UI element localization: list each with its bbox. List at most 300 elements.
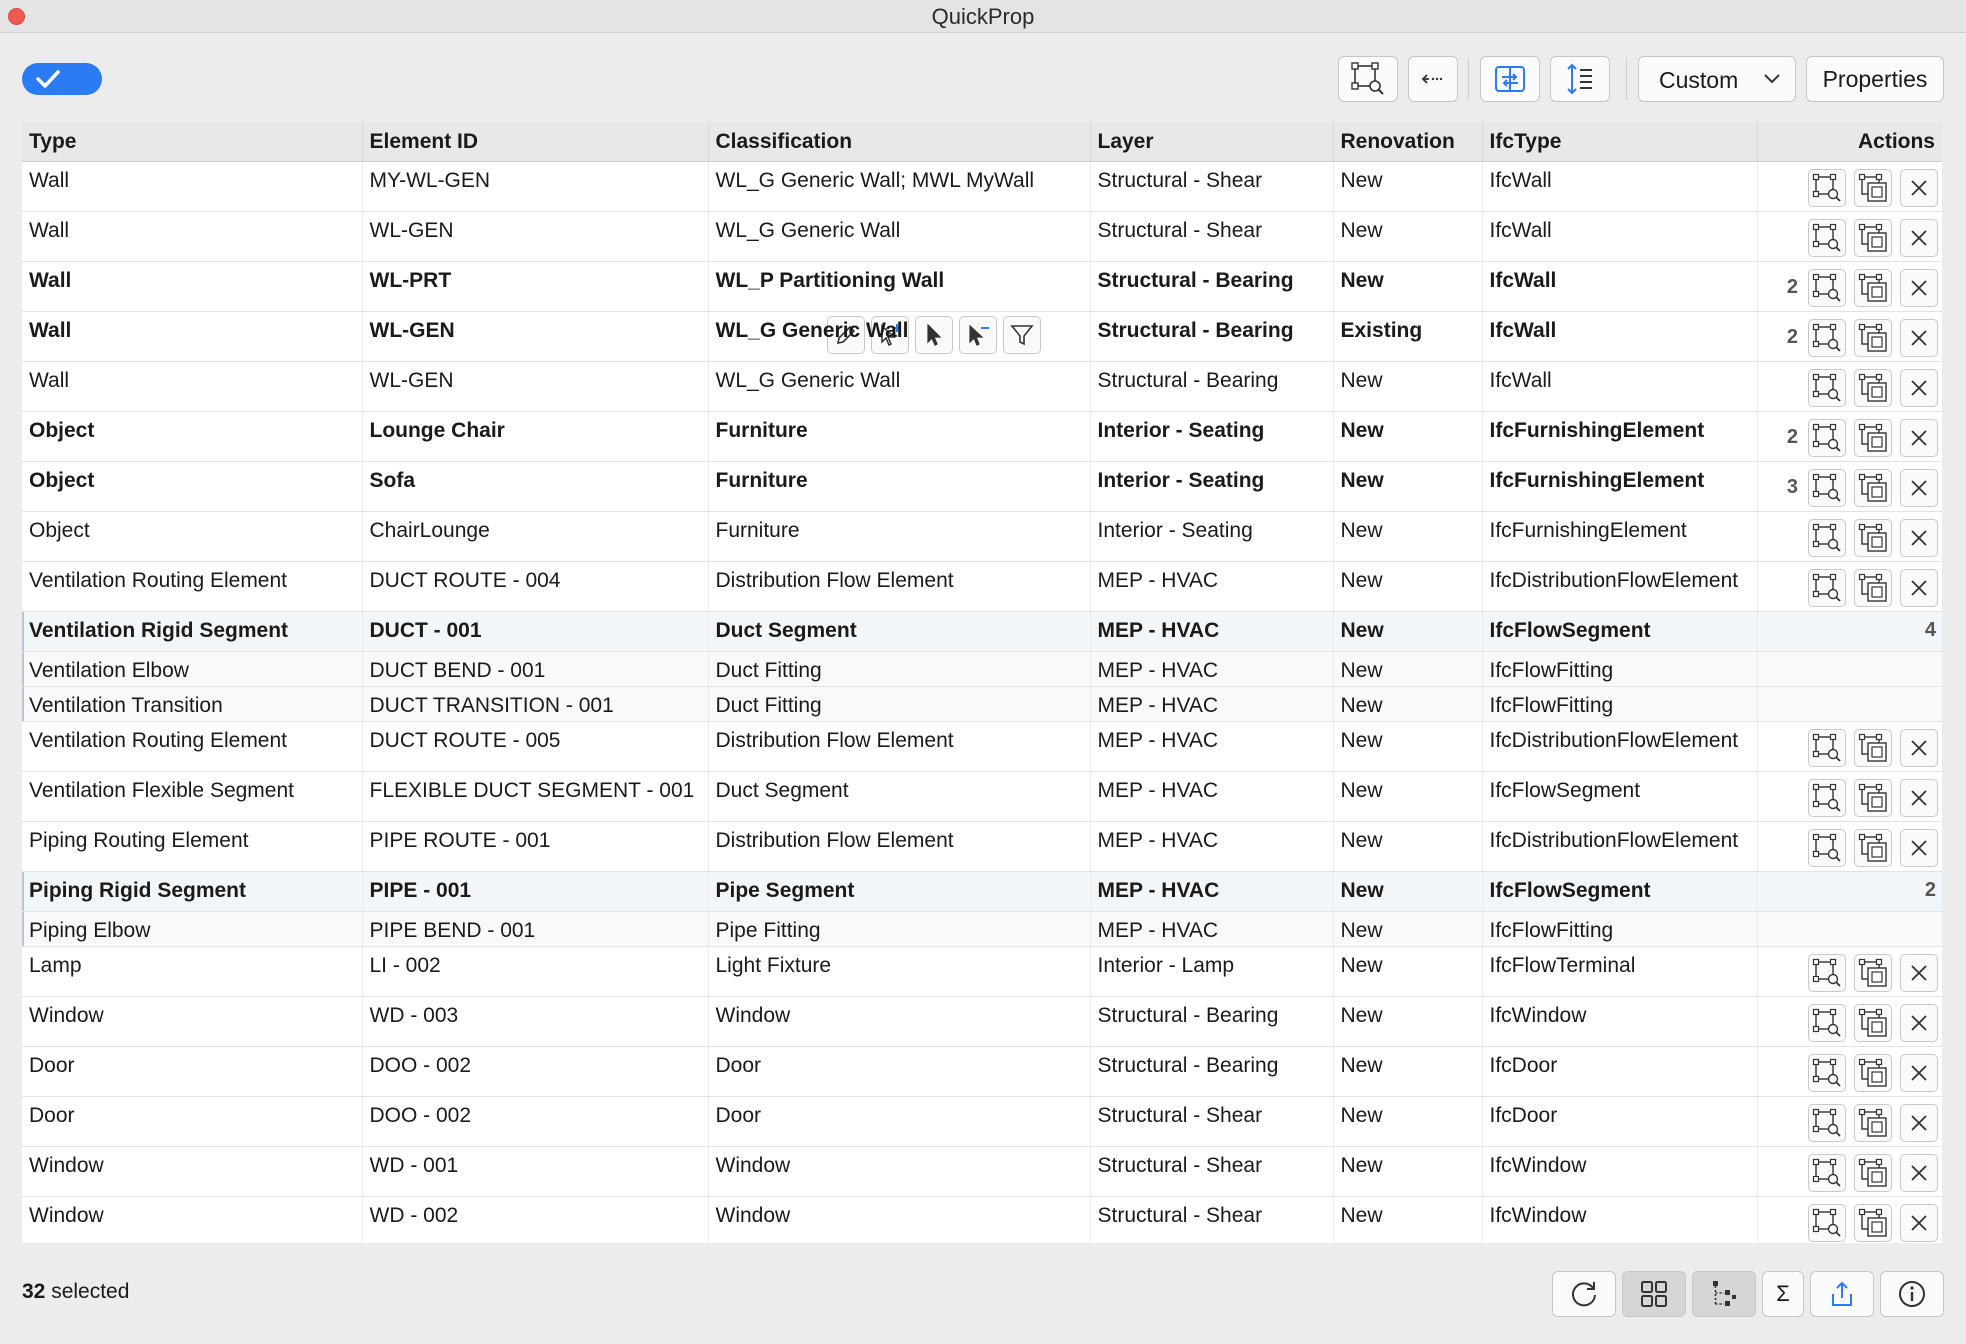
renovation-cell	[1333, 311, 1482, 361]
table-row[interactable]	[22, 946, 1942, 996]
actions-cell	[1757, 686, 1942, 721]
cell-text: Ventilation Transition	[29, 693, 223, 717]
type-cell	[22, 1146, 362, 1196]
ifctype-cell	[1482, 651, 1757, 686]
zoom-to-element-button[interactable]	[1808, 829, 1846, 867]
select-elements-icon	[1858, 423, 1888, 453]
remove-row-button[interactable]	[1900, 569, 1938, 607]
table-row[interactable]	[22, 161, 1942, 211]
zoom-to-selection-button[interactable]	[1338, 56, 1398, 102]
cell-text: ChairLounge	[369, 518, 490, 542]
refresh-icon	[1569, 1279, 1599, 1309]
renovation-cell	[1333, 561, 1482, 611]
renovation-cell	[1333, 461, 1482, 511]
element-id-cell	[362, 1146, 708, 1196]
cell-text: IfcWall	[1489, 168, 1552, 192]
cell-text: DUCT - 001	[369, 618, 482, 642]
classification-cell	[708, 511, 1090, 561]
zoom-to-element-button[interactable]	[1808, 169, 1846, 207]
cell-text: IfcWindow	[1489, 1153, 1587, 1177]
renovation-cell	[1333, 996, 1482, 1046]
table-header	[22, 123, 1942, 161]
element-id-cell	[362, 686, 708, 721]
cell-text: IfcWall	[1489, 268, 1557, 292]
select-element-button[interactable]	[1854, 779, 1892, 817]
cell-text: Structural - Shear	[1097, 168, 1263, 192]
cell-text: IfcDoor	[1489, 1103, 1558, 1127]
layer-cell	[1090, 911, 1333, 946]
export-button[interactable]	[1810, 1271, 1874, 1317]
type-cell	[22, 911, 362, 946]
cell-text: Door	[715, 1103, 762, 1127]
select-elements-icon	[1858, 523, 1888, 553]
cell-text: Window	[29, 1003, 104, 1027]
zoom-to-element-button[interactable]	[1808, 1054, 1846, 1092]
actions-cell	[1757, 211, 1942, 261]
select-element-button[interactable]	[1854, 219, 1892, 257]
select-element-button[interactable]	[1854, 829, 1892, 867]
type-cell	[22, 651, 362, 686]
type-cell	[22, 771, 362, 821]
zoom-to-element-button[interactable]	[1808, 1004, 1846, 1042]
select-elements-icon	[1858, 323, 1888, 353]
info-button[interactable]	[1880, 1271, 1944, 1317]
cell-text: IfcWindow	[1489, 1003, 1587, 1027]
type-cell	[22, 361, 362, 411]
cell-text: Window	[715, 1153, 791, 1177]
column-header-classification[interactable]: Classification	[708, 123, 1090, 161]
classification-cell	[708, 561, 1090, 611]
table-row[interactable]	[22, 1046, 1942, 1096]
layer-cell	[1090, 1046, 1333, 1096]
close-icon	[1909, 1063, 1929, 1083]
classification-cell	[708, 1196, 1090, 1243]
zoom-selection-icon	[1351, 62, 1385, 96]
select-element-button[interactable]	[1854, 269, 1892, 307]
share-icon	[1828, 1280, 1856, 1308]
table-row[interactable]	[22, 651, 1942, 686]
cell-text: MEP - HVAC	[1097, 828, 1219, 852]
remove-row-button[interactable]	[1900, 469, 1938, 507]
zoom-to-element-button[interactable]	[1808, 569, 1846, 607]
column-header-ifctype[interactable]: IfcType	[1482, 123, 1757, 161]
remove-row-button[interactable]	[1900, 519, 1938, 557]
element-id-cell	[362, 611, 708, 651]
zoom-selection-icon	[1812, 273, 1842, 303]
cell-text: WD - 002	[369, 1203, 459, 1227]
ifctype-cell	[1482, 821, 1757, 871]
remove-row-button[interactable]	[1900, 954, 1938, 992]
zoom-selection-icon	[1812, 1108, 1842, 1138]
cell-text: Object	[29, 518, 90, 542]
cell-text: New	[1340, 168, 1383, 192]
select-element-button[interactable]	[1854, 419, 1892, 457]
collapse-left-button[interactable]	[1408, 56, 1458, 102]
classification-cell	[708, 871, 1090, 911]
classification-cell	[708, 721, 1090, 771]
cell-text: Distribution Flow Element	[715, 568, 954, 592]
cell-text: MEP - HVAC	[1097, 618, 1220, 642]
row-actions	[1798, 169, 1938, 207]
ifctype-cell	[1482, 411, 1757, 461]
cell-text: MEP - HVAC	[1097, 568, 1219, 592]
remove-row-button[interactable]	[1900, 269, 1938, 307]
classification-cell	[708, 651, 1090, 686]
close-icon	[1909, 278, 1929, 298]
table-row[interactable]	[22, 211, 1942, 261]
cell-text: IfcFurnishingElement	[1489, 418, 1705, 442]
column-header-actions: Actions	[1757, 123, 1942, 161]
classification-cell	[708, 996, 1090, 1046]
table-row[interactable]	[22, 411, 1942, 461]
element-id-cell	[362, 651, 708, 686]
view-mode-dropdown[interactable]	[1638, 56, 1796, 102]
sum-button[interactable]	[1762, 1271, 1804, 1317]
remove-row-button[interactable]	[1900, 1154, 1938, 1192]
cell-text: Piping Elbow	[29, 918, 151, 942]
classification-cell	[708, 611, 1090, 651]
ifctype-cell	[1482, 311, 1757, 361]
remove-row-button[interactable]	[1900, 729, 1938, 767]
cell-text: IfcDoor	[1489, 1053, 1558, 1077]
zoom-selection-icon	[1812, 958, 1842, 988]
zoom-selection-icon	[1812, 733, 1842, 763]
table-row[interactable]	[22, 996, 1942, 1046]
zoom-selection-icon	[1812, 833, 1842, 863]
properties-table	[22, 123, 1942, 1243]
select-elements-icon	[1858, 783, 1888, 813]
ifctype-cell	[1482, 461, 1757, 511]
cell-text: Furniture	[715, 518, 800, 542]
actions-cell	[1757, 1196, 1942, 1243]
select-element-button[interactable]	[1854, 369, 1892, 407]
select-element-button[interactable]	[1854, 1004, 1892, 1042]
cell-text: New	[1340, 568, 1383, 592]
ifctype-cell	[1482, 511, 1757, 561]
row-actions	[1798, 519, 1938, 557]
classification-cell	[708, 161, 1090, 211]
cell-text: Structural - Bearing	[1097, 268, 1294, 292]
remove-row-button[interactable]	[1900, 319, 1938, 357]
table-row[interactable]	[22, 511, 1942, 561]
ifctype-cell	[1482, 721, 1757, 771]
sync-selection-button[interactable]	[1480, 56, 1540, 102]
cell-text: WL_G Generic Wall	[715, 218, 901, 242]
select-elements-icon	[1858, 573, 1888, 603]
table-row[interactable]	[22, 686, 1942, 721]
cell-text: Interior - Seating	[1097, 518, 1253, 542]
type-cell	[22, 686, 362, 721]
renovation-cell	[1333, 161, 1482, 211]
table-row[interactable]	[22, 1096, 1942, 1146]
close-icon	[1909, 1013, 1929, 1033]
zoom-to-element-button[interactable]	[1808, 369, 1846, 407]
element-id-cell	[362, 461, 708, 511]
type-cell	[22, 946, 362, 996]
zoom-selection-icon	[1812, 1208, 1842, 1238]
cell-text: Lamp	[29, 953, 82, 977]
row-actions	[1798, 1104, 1938, 1142]
cell-text: WL_G Generic Wall	[715, 368, 901, 392]
table-row[interactable]	[22, 1196, 1942, 1243]
remove-row-button[interactable]	[1900, 829, 1938, 867]
actions-cell	[1757, 821, 1942, 871]
cell-text: PIPE BEND - 001	[369, 918, 536, 942]
select-element-button[interactable]	[1854, 954, 1892, 992]
cell-text: IfcFlowSegment	[1489, 878, 1651, 902]
actions-cell	[1757, 871, 1942, 911]
selected-label: selected	[45, 1280, 130, 1303]
select-element-button[interactable]	[1854, 729, 1892, 767]
cell-text: Ventilation Elbow	[29, 658, 189, 682]
table-row[interactable]	[22, 721, 1942, 771]
table-row[interactable]	[22, 821, 1942, 871]
cell-text: Door	[29, 1103, 75, 1127]
layer-cell	[1090, 721, 1333, 771]
table-row[interactable]	[22, 261, 1942, 311]
view-mode-value: Custom	[1659, 67, 1739, 93]
column-header-type[interactable]: Type	[22, 123, 362, 161]
zoom-to-element-button[interactable]	[1808, 519, 1846, 557]
cell-text: New	[1340, 618, 1384, 642]
element-id-cell	[362, 161, 708, 211]
renovation-cell	[1333, 1096, 1482, 1146]
actions-cell	[1757, 1096, 1942, 1146]
zoom-to-element-button[interactable]	[1808, 269, 1846, 307]
cell-text: Duct Fitting	[715, 658, 822, 682]
zoom-selection-icon	[1812, 173, 1842, 203]
table-row[interactable]	[22, 611, 1942, 651]
element-id-cell	[362, 771, 708, 821]
remove-row-button[interactable]	[1900, 1204, 1938, 1242]
actions-cell	[1757, 511, 1942, 561]
cell-text: Sofa	[369, 468, 416, 492]
remove-row-button[interactable]	[1900, 219, 1938, 257]
enable-toggle[interactable]	[22, 63, 102, 95]
zoom-selection-icon	[1812, 223, 1842, 253]
classification-cell	[708, 1096, 1090, 1146]
grid-view-button[interactable]	[1622, 1271, 1686, 1317]
zoom-to-element-button[interactable]	[1808, 1104, 1846, 1142]
group-count: 2	[1924, 878, 1936, 901]
cell-text: WL-GEN	[369, 318, 455, 342]
ifctype-cell	[1482, 1096, 1757, 1146]
cell-text: Existing	[1340, 318, 1423, 342]
checkmark-icon	[34, 68, 62, 90]
zoom-to-element-button[interactable]	[1808, 319, 1846, 357]
table-row[interactable]	[22, 911, 1942, 946]
cell-text: New	[1340, 518, 1383, 542]
cell-text: WD - 003	[369, 1003, 459, 1027]
remove-row-button[interactable]	[1900, 169, 1938, 207]
table-row[interactable]	[22, 461, 1942, 511]
close-icon	[1909, 963, 1929, 983]
renovation-cell	[1333, 361, 1482, 411]
cell-text: IfcWindow	[1489, 1203, 1587, 1227]
title-bar	[0, 0, 1966, 33]
table-row[interactable]	[22, 311, 1942, 361]
type-cell	[22, 721, 362, 771]
classification-cell	[708, 911, 1090, 946]
remove-row-button[interactable]	[1900, 1054, 1938, 1092]
cell-text: Distribution Flow Element	[715, 728, 954, 752]
zoom-to-element-button[interactable]	[1808, 954, 1846, 992]
select-element-button[interactable]	[1854, 469, 1892, 507]
renovation-cell	[1333, 686, 1482, 721]
zoom-to-element-button[interactable]	[1808, 469, 1846, 507]
cell-text: DUCT ROUTE - 005	[369, 728, 561, 752]
zoom-to-element-button[interactable]	[1808, 219, 1846, 257]
actions-cell	[1757, 461, 1942, 511]
close-icon	[1909, 528, 1929, 548]
cell-text: Door	[715, 1053, 762, 1077]
classification-cell	[708, 311, 1090, 361]
classification-cell	[708, 821, 1090, 871]
close-icon	[1909, 328, 1929, 348]
ifctype-cell	[1482, 261, 1757, 311]
zoom-to-element-button[interactable]	[1808, 1154, 1846, 1192]
cell-text: DOO - 002	[369, 1053, 472, 1077]
layer-cell	[1090, 511, 1333, 561]
close-icon	[1909, 478, 1929, 498]
cell-text: Structural - Bearing	[1097, 1003, 1279, 1027]
cell-text: Ventilation Routing Element	[29, 728, 287, 752]
select-element-button[interactable]	[1854, 1054, 1892, 1092]
layer-cell	[1090, 871, 1333, 911]
type-cell	[22, 611, 362, 651]
ifctype-cell	[1482, 871, 1757, 911]
ifctype-cell	[1482, 561, 1757, 611]
type-cell	[22, 996, 362, 1046]
cell-text: MEP - HVAC	[1097, 693, 1219, 717]
cell-text: IfcFlowTerminal	[1489, 953, 1636, 977]
remove-row-button[interactable]	[1900, 779, 1938, 817]
remove-row-button[interactable]	[1900, 369, 1938, 407]
select-element-button[interactable]	[1854, 1204, 1892, 1242]
cell-text: Pipe Fitting	[715, 918, 821, 942]
duplicate-count: 2	[1786, 276, 1798, 298]
renovation-cell	[1333, 1046, 1482, 1096]
cell-text: IfcFlowFitting	[1489, 693, 1614, 717]
zoom-to-element-button[interactable]	[1808, 779, 1846, 817]
ifctype-cell	[1482, 996, 1757, 1046]
properties-button[interactable]: Properties	[1806, 56, 1944, 102]
refresh-button[interactable]	[1552, 1271, 1616, 1317]
cell-text: Ventilation Flexible Segment	[29, 778, 294, 802]
element-id-cell	[362, 1096, 708, 1146]
zoom-selection-icon	[1812, 523, 1842, 553]
layer-cell	[1090, 311, 1333, 361]
table-row[interactable]	[22, 871, 1942, 911]
close-icon	[1909, 1163, 1929, 1183]
cell-text: New	[1340, 728, 1383, 752]
layer-cell	[1090, 1096, 1333, 1146]
ifctype-cell	[1482, 611, 1757, 651]
column-header-element-id[interactable]: Element ID	[362, 123, 708, 161]
actions-cell	[1757, 721, 1942, 771]
cell-text: Pipe Segment	[715, 878, 855, 902]
cell-text: Distribution Flow Element	[715, 828, 954, 852]
cell-text: MEP - HVAC	[1097, 728, 1219, 752]
type-cell	[22, 261, 362, 311]
classification-cell	[708, 461, 1090, 511]
cell-text: Door	[29, 1053, 75, 1077]
arrow-left-dots-icon	[1420, 71, 1446, 87]
ifctype-cell	[1482, 161, 1757, 211]
column-header-renovation[interactable]: Renovation	[1333, 123, 1482, 161]
zoom-to-element-button[interactable]	[1808, 419, 1846, 457]
zoom-selection-icon	[1812, 1158, 1842, 1188]
remove-row-button[interactable]	[1900, 1104, 1938, 1142]
duplicate-count: 2	[1786, 426, 1798, 448]
actions-cell	[1757, 1146, 1942, 1196]
zoom-to-element-button[interactable]	[1808, 1204, 1846, 1242]
element-id-cell	[362, 561, 708, 611]
zoom-to-element-button[interactable]	[1808, 729, 1846, 767]
tree-view-button[interactable]	[1692, 1271, 1756, 1317]
layer-cell	[1090, 1146, 1333, 1196]
renovation-cell	[1333, 511, 1482, 561]
select-elements-icon	[1858, 833, 1888, 863]
ifctype-cell	[1482, 1146, 1757, 1196]
layer-cell	[1090, 651, 1333, 686]
cell-text: New	[1340, 1103, 1383, 1127]
cell-text: New	[1340, 1053, 1383, 1077]
table-row[interactable]	[22, 361, 1942, 411]
table-row[interactable]	[22, 561, 1942, 611]
cell-text: LI - 002	[369, 953, 441, 977]
select-element-button[interactable]	[1854, 1154, 1892, 1192]
element-id-cell	[362, 1046, 708, 1096]
cell-text: MEP - HVAC	[1097, 878, 1220, 902]
duplicate-count: 2	[1786, 326, 1798, 348]
row-actions	[1798, 1204, 1938, 1242]
cell-text: Duct Segment	[715, 778, 849, 802]
element-id-cell	[362, 311, 708, 361]
row-actions	[1798, 1154, 1938, 1192]
table-row[interactable]	[22, 771, 1942, 821]
actions-cell	[1757, 561, 1942, 611]
layer-cell	[1090, 1196, 1333, 1243]
renovation-cell	[1333, 946, 1482, 996]
type-cell	[22, 561, 362, 611]
ifctype-cell	[1482, 1046, 1757, 1096]
remove-row-button[interactable]	[1900, 419, 1938, 457]
select-element-button[interactable]	[1854, 569, 1892, 607]
cell-text: Lounge Chair	[369, 418, 505, 442]
element-id-cell	[362, 511, 708, 561]
renovation-cell	[1333, 911, 1482, 946]
layer-cell	[1090, 686, 1333, 721]
remove-row-button[interactable]	[1900, 1004, 1938, 1042]
row-actions	[1787, 469, 1938, 507]
select-element-button[interactable]	[1854, 519, 1892, 557]
renovation-cell	[1333, 721, 1482, 771]
column-header-layer[interactable]: Layer	[1090, 123, 1333, 161]
select-elements-icon	[1858, 733, 1888, 763]
type-cell	[22, 311, 362, 361]
select-element-button[interactable]	[1854, 319, 1892, 357]
cell-text: Interior - Lamp	[1097, 953, 1235, 977]
cell-text: Object	[29, 418, 95, 442]
row-actions	[1798, 829, 1938, 867]
select-element-button[interactable]	[1854, 169, 1892, 207]
select-element-button[interactable]	[1854, 1104, 1892, 1142]
table-row[interactable]	[22, 1146, 1942, 1196]
cell-text: Piping Rigid Segment	[29, 878, 247, 902]
row-height-button[interactable]	[1550, 56, 1610, 102]
cell-text: Window	[715, 1003, 791, 1027]
